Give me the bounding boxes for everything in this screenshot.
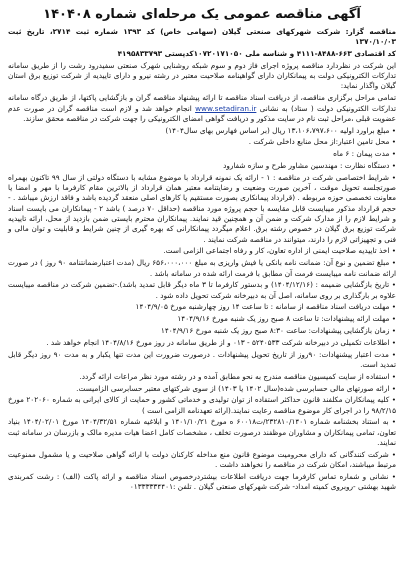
item-safety: • اخذ تاییدیه صلاحیت ایمنی از اداره تعاون، کار و رفاه اجتماعی الزامی است. bbox=[8, 246, 396, 256]
item-duration: • مدت پیمان : ۶ ماه bbox=[8, 149, 396, 159]
item-bid-opening: • زمان بازگشایی پیشنهادات: ساعت ۸:۳۰ صبح روز یک شنبه مورخ ۱۴۰۴/۹/۱۶ bbox=[8, 326, 396, 336]
item-validity: • مدت اعتبار پیشنهادات: ۹۰روز از تاریخ تحویل پیشنهادات . درصورت ضرورت این مدت تنها یکبار و به مدت ۹۰ روز دیگر قابل تمدید است. bbox=[8, 350, 396, 371]
item-funding: • محل تامین اعتبار:از محل منابع داخلی شرکت . bbox=[8, 137, 396, 147]
notice-title: آگهی مناقصه عمومی یک مرحله‌ای شماره ۱۴۰۴۰۸ bbox=[43, 7, 361, 22]
item-contact: • نشانی و شماره تماس کارفرما جهت دریافت اطلاعات بیشتردرخصوص اسناد مناقصه و ارائه پاکت (الف) : رشت کمربندی شهید بهشتی -روبروی کمیته امداد- شرکت شهرکهای صنعتی گیلان . تلفن :۰۱۳۳۳۳۳۴۴۰۱ bbox=[8, 472, 396, 493]
item-supervision: • دستگاه نظارت : مهندسین مشاور طرح و سازه شفارود bbox=[8, 161, 396, 171]
item-budget: • مبلغ براورد اولیه ۱۳،۱۰۶،۷۹۷،۶۰۰ ریال (بر اساس فهارس بهای سال۱۴۰۴) bbox=[8, 126, 396, 136]
process-text: تمامی مراحل برگزاری مناقصه، از دریافت اسناد مناقصه تا ارائه پیشنهاد مناقصه گران و بازگشایی پاکتها، از طریق درگاه سامانه تدارکات الکترونیکی دولت ( ستاد) به نشانی bbox=[8, 93, 396, 113]
item-local-law: • کلیه پیمانکاران مکلفند قانون حداکثر استفاده از توان تولیدی و خدماتی کشور و حمایت از کالای ایرانی به شماره ۲۰۲۰۶۰ مورخ ۹۸/۲/۱۵ را در اجرای کار موضوع مناقصه رعایت نمایند.(ارائه تعهدنامه الزامی است ) bbox=[8, 395, 396, 416]
item-guarantee: • مبلغ تضمین و نوع آن: ضمانت نامه بانکی یا فیش واریزی به مبلغ ۶۵۶،۰۰۰،۰۰۰ ریال (مدت اعتبارضمانتنامه ۹۰ روز ) در صورت ارائه ضمانت نامه میبایست فرمت آن مطابق با فرمت ارائه شده در سامانه باشد . bbox=[8, 258, 396, 279]
item-special-terms: • شرایط اختصاصی شرکت در مناقصه : ۱ - ارائه یک نمونه قرارداد با موضوع مشابه با دستگاه دولتی از سال ۹۹ تاکنون بهمراه صورتجلسه تحویل موقت ، آخرین صورت وضعیت و رضایتنامه معتبر همان قرارداد از بالاترین مقام کارفرما با مهر و امضا یا معاونت تخصصی حوزه مربوطه . (قرارداد پیمانکاری بصورت مستقیم یا کارهای اصلی منعقد گردیده باشد و فاقد ارزش میباشد . - حجم قرارداد مذکور میبایست قابل مقایسه با حجم پروژه مورد مناقصه (حداقل ۷۰ درصد ) باشد ۲ - پیمانکاران می بایست اسناد و شرایط لازم را از مدارک شرکت و ضمن آن و همچنین قید نمایند. پیمانکاران محترم بایستی ضمن بازدید از محل، ارائه تاییدیه شرکت توزیع برق گیلان در خصوص رشته برق. اعلام میگردد پیمانکارانی که بهره گیری از چنین شرایط و قابلیت و توان مالی و فنی و تجهیزاتی لازم را دارند، میتوانند در مناقصه شرکت نمایند . bbox=[8, 173, 396, 245]
item-opening-date: • تاریخ بازگشایی ضمیمه : (۱۴۰۴/۱۲/۱۶) و بدستور کارفرما تا ۳ ماه دیگر قابل تمدید باشد).-تضمین شرکت در مناقصه میبایست علاوه بر بارگذاری بر روی سامانه، اصل آن به دبیرخانه شرکت تحویل داده شود . bbox=[8, 280, 396, 301]
process-paragraph bbox=[8, 93, 396, 124]
item-doc-deadline: • مهلت دریافت اسناد مناقصه از سامانه : تا ساعت ۱۴ روز چهارشنبه مورخ ۱۴۰۴/۹/۰۵ bbox=[8, 302, 396, 312]
process-text-2: انجام خواهد شد و لازم است مناقصه گران در صورت عدم عضویت قبلی ،مراحل ثبت نام در سایت مذکور و دریافت گواهی امضای الکترونیکی را جهت شرکت در مناقصه محقق سازند. bbox=[8, 103, 396, 123]
item-extra-info: • اطلاعات تکمیلی در دبیرخانه شرکت ۵۲۴۰۵۳۳ - ۰۱۳ و از طریق سامانه در روز مورخ ۱۴۰۴/۸/۱۶ انجام خواهد شد . bbox=[8, 338, 396, 348]
setad-link[interactable]: www.setadiran.ir bbox=[195, 103, 257, 113]
item-commission: • استفاده از سایت کمیسیون مناقصه مندرج به نحو مطابق آمده و در رشته مورد نظر مراعات ارائه گردد. bbox=[8, 372, 396, 382]
item-prohibition: • شرکت کنندگانی که دارای محرومیت موضوع قانون منع مداخله کارکنان دولت با ارائه گواهی صلاحیت و یا مشمول ممنوعیت مرتبط میباشند، امکان شرکت در مناقصه را نخواهند داشت . bbox=[8, 450, 396, 471]
intro-paragraph: این شرکت در نظردارد مناقصه پروژه اجرای فاز دوم و سوم شبکه روشنایی شهرک صنعتی سفیدرود رشت را از طریق سامانه تدارکات الکترونیکی دولت به پیمانکاران دارای گواهینامه صلاحیت معتبر در رشته نیرو و دارای تاییدیه از شرکت توزیع برق استان گیلان واگذار نماید: bbox=[8, 60, 396, 91]
item-circular: • به استناد بخشنامه شماره ۲۳۲۸۱۰/۱۴۰۱/ت۶۰۰۱۸ ه مورخ ۱۴۰۱/۱۰/۲۱ و ابلاغیه شماره ۱۴۰۴/۳۲/۵۱ مورخ ۱۴۰۴/۰۲/۰۱ بنیاد تعاون، تمامی پیمانکاران و مشاوران موظفند درصورت تخلف ، مشخصات کامل اعضا هیات مدیره مالک و بازرسان در سامانه ثبت نمایند. bbox=[8, 417, 396, 448]
item-bid-deadline: • مهلت ارائه پیشنهادات: تا ساعت ۸ صبح روز یک شنبه مورخ ۱۴۰۴/۹/۱۶ bbox=[8, 314, 396, 324]
header-line-1: مناقصه گزار: شرکت شهرکهای صنعتی گیلان (سهامی خاص) کد ۱۳۹۳ شماره ثبت ۲۷۱۴، تاریخ ثبت ۱۳۷۰/۱۰/۰۳ bbox=[8, 27, 396, 47]
header-line-2: کد اقتصادی ۶۶۳-۸۴۸۸-۴۱۱۱ و شناسه ملی ۱۰۷۲۰۱۷۱۰۵۰کدپستی ۴۱۹۵۸۳۳۷۹۳ bbox=[117, 49, 396, 59]
item-financials: • ارائه صورتهای مالی حسابرسی شده(سال ۱۴۰۲ یا ۱۴۰۳) از سوی شرکتهای معتبر حسابرسی الزامیست. bbox=[8, 384, 396, 394]
